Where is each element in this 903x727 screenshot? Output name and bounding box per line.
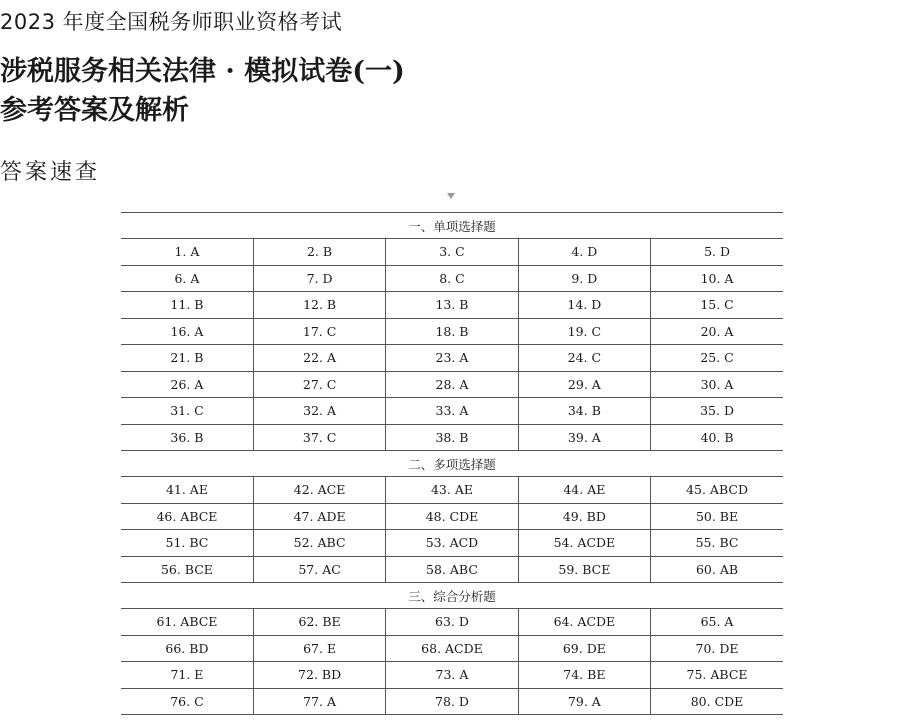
answer-cell: 55. BC xyxy=(651,530,783,557)
answer-cell: 26. A xyxy=(121,371,253,398)
answer-cell: 53. ACD xyxy=(386,530,518,557)
answer-cell: 18. B xyxy=(386,318,518,345)
exam-title: 2023 年度全国税务师职业资格考试 xyxy=(0,10,343,34)
answer-cell: 61. ABCE xyxy=(121,609,253,636)
answer-cell: 64. ACDE xyxy=(518,609,650,636)
answer-table xyxy=(121,212,783,715)
answer-cell: 59. BCE xyxy=(518,556,650,583)
answer-cell: 12. B xyxy=(253,292,385,319)
answer-cell: 1. A xyxy=(121,239,253,266)
answer-cell: 79. A xyxy=(518,688,650,715)
answer-cell: 63. D xyxy=(386,609,518,636)
answer-cell: 47. ADE xyxy=(253,503,385,530)
answer-cell: 40. B xyxy=(651,424,783,451)
answer-cell: 39. A xyxy=(518,424,650,451)
quick-reference-title: 答案速查 xyxy=(0,160,101,185)
answer-cell: 22. A xyxy=(253,345,385,372)
answer-row xyxy=(121,503,783,530)
answer-cell: 46. ABCE xyxy=(121,503,253,530)
answer-row xyxy=(121,265,783,292)
answer-cell: 34. B xyxy=(518,398,650,425)
answer-row xyxy=(121,424,783,451)
answer-cell: 48. CDE xyxy=(386,503,518,530)
answer-cell: 66. BD xyxy=(121,635,253,662)
answer-cell: 4. D xyxy=(518,239,650,266)
answer-cell: 76. C xyxy=(121,688,253,715)
answer-cell: 8. C xyxy=(386,265,518,292)
answer-cell: 13. B xyxy=(386,292,518,319)
answer-cell: 5. D xyxy=(651,239,783,266)
answer-cell: 75. ABCE xyxy=(651,662,783,689)
answer-row xyxy=(121,398,783,425)
answer-cell: 36. B xyxy=(121,424,253,451)
answer-cell: 80. CDE xyxy=(651,688,783,715)
section-title: 三、综合分析题 xyxy=(121,583,783,609)
answer-cell: 78. D xyxy=(386,688,518,715)
section-header-row xyxy=(121,213,783,239)
answer-cell: 19. C xyxy=(518,318,650,345)
answer-cell: 54. ACDE xyxy=(518,530,650,557)
section-title: 一、单项选择题 xyxy=(121,213,783,239)
answer-cell: 35. D xyxy=(651,398,783,425)
answer-cell: 50. BE xyxy=(651,503,783,530)
answer-cell: 20. A xyxy=(651,318,783,345)
answer-cell: 3. C xyxy=(386,239,518,266)
answer-cell: 6. A xyxy=(121,265,253,292)
answer-cell: 30. A xyxy=(651,371,783,398)
answer-row xyxy=(121,556,783,583)
answer-row xyxy=(121,609,783,636)
answer-cell: 57. AC xyxy=(253,556,385,583)
answer-cell: 27. C xyxy=(253,371,385,398)
answer-cell: 41. AE xyxy=(121,477,253,504)
answer-cell: 68. ACDE xyxy=(386,635,518,662)
answer-row xyxy=(121,635,783,662)
answer-cell: 15. C xyxy=(651,292,783,319)
section-header-row xyxy=(121,583,783,609)
answer-row xyxy=(121,239,783,266)
answer-cell: 14. D xyxy=(518,292,650,319)
answer-cell: 45. ABCD xyxy=(651,477,783,504)
answer-row xyxy=(121,662,783,689)
answer-cell: 29. A xyxy=(518,371,650,398)
answer-cell: 10. A xyxy=(651,265,783,292)
section-title: 二、多项选择题 xyxy=(121,451,783,477)
answer-cell: 28. A xyxy=(386,371,518,398)
answer-cell: 31. C xyxy=(121,398,253,425)
answer-row xyxy=(121,477,783,504)
answer-cell: 51. BC xyxy=(121,530,253,557)
answer-cell: 58. ABC xyxy=(386,556,518,583)
answer-row xyxy=(121,292,783,319)
answer-row xyxy=(121,371,783,398)
answer-cell: 70. DE xyxy=(651,635,783,662)
answer-cell: 38. B xyxy=(386,424,518,451)
section-header-row xyxy=(121,451,783,477)
answer-cell: 73. A xyxy=(386,662,518,689)
answer-cell: 21. B xyxy=(121,345,253,372)
answer-cell: 60. AB xyxy=(651,556,783,583)
answer-cell: 16. A xyxy=(121,318,253,345)
down-triangle-icon xyxy=(447,193,455,199)
answer-cell: 42. ACE xyxy=(253,477,385,504)
answer-cell: 69. DE xyxy=(518,635,650,662)
answer-cell: 67. E xyxy=(253,635,385,662)
answer-cell: 74. BE xyxy=(518,662,650,689)
answer-cell: 71. E xyxy=(121,662,253,689)
answer-row xyxy=(121,688,783,715)
answer-cell: 23. A xyxy=(386,345,518,372)
answer-cell: 9. D xyxy=(518,265,650,292)
answer-cell: 72. BD xyxy=(253,662,385,689)
answer-cell: 56. BCE xyxy=(121,556,253,583)
paper-title: 涉税服务相关法律 · 模拟试卷(一) xyxy=(0,56,405,87)
answer-cell: 44. AE xyxy=(518,477,650,504)
answer-row xyxy=(121,345,783,372)
answer-cell: 25. C xyxy=(651,345,783,372)
answer-cell: 33. A xyxy=(386,398,518,425)
answer-cell: 43. AE xyxy=(386,477,518,504)
answer-cell: 65. A xyxy=(651,609,783,636)
answer-row xyxy=(121,318,783,345)
answer-cell: 37. C xyxy=(253,424,385,451)
answer-cell: 62. BE xyxy=(253,609,385,636)
answer-cell: 49. BD xyxy=(518,503,650,530)
paper-subtitle: 参考答案及解析 xyxy=(0,95,189,126)
answer-cell: 32. A xyxy=(253,398,385,425)
answer-cell: 2. B xyxy=(253,239,385,266)
answer-cell: 52. ABC xyxy=(253,530,385,557)
answer-row xyxy=(121,530,783,557)
answer-cell: 24. C xyxy=(518,345,650,372)
answer-cell: 11. B xyxy=(121,292,253,319)
answer-cell: 77. A xyxy=(253,688,385,715)
answer-cell: 7. D xyxy=(253,265,385,292)
answer-cell: 17. C xyxy=(253,318,385,345)
